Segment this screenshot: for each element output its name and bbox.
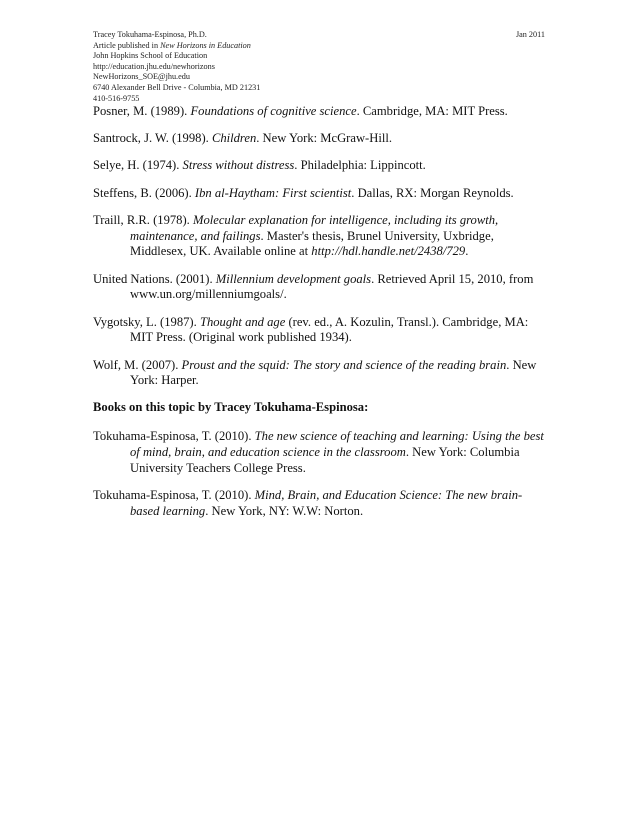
book-publisher: . New York, NY: W.W: Norton.: [205, 503, 364, 518]
book-authors: Tokuhama-Espinosa, T. (2010).: [93, 429, 255, 444]
ref-authors: Selye, H. (1974).: [93, 158, 183, 173]
ref-title: Children: [211, 131, 257, 146]
book-entry: [93, 488, 545, 520]
header-journal: New Horizons in Education: [160, 40, 251, 50]
ref-publisher: . Dallas, RX: Morgan Reynolds.: [351, 185, 514, 200]
book-publisher: . New York: Columbia University Teachers College Press.: [130, 445, 520, 475]
ref-authors: Traill, R.R. (1978).: [93, 212, 193, 227]
ref-authors: Santrock, J. W. (1998).: [93, 131, 212, 146]
book-entry: [93, 429, 545, 476]
ref-publisher: . Retrieved April 15, 2010, from www.un.org/millenniumgoals/.: [130, 271, 534, 302]
ref-publisher: . Master's thesis, Brunel University, Uxbridge, Middlesex, UK. Available online at: [130, 228, 494, 259]
reference-entry: [93, 315, 545, 347]
ref-title: Stress without distress: [182, 158, 295, 173]
ref-authors: United Nations. (2001).: [93, 271, 216, 286]
ref-publisher: . Cambridge, MA: MIT Press.: [356, 104, 508, 118]
reference-list: [93, 104, 545, 531]
book-title: Mind, Brain, and Education Science: The new brain-based learning: [130, 488, 523, 518]
ref-title: Foundations of cognitive science: [190, 104, 357, 118]
ref-authors: Wolf, M. (2007).: [93, 357, 182, 372]
ref-authors: Posner, M. (1989).: [93, 104, 191, 118]
reference-entry: [93, 104, 545, 120]
book-title: The new science of teaching and learning: Using the best of mind, brain, and education science in the classroom: [130, 429, 544, 460]
ref-title: Millennium development goals: [215, 271, 372, 286]
reference-entry: [93, 131, 545, 147]
header-date: Jan 2011: [515, 30, 545, 39]
ref-end: .: [465, 244, 469, 259]
ref-publisher: . Philadelphia: Lippincott.: [294, 158, 426, 173]
header-url: http://education.jhu.edu/newhorizons: [93, 61, 215, 71]
page-header: [93, 30, 545, 104]
reference-entry: [93, 213, 545, 260]
reference-entry: [93, 158, 545, 174]
ref-title: Proust and the squid: The story and science of the reading brain: [181, 357, 507, 372]
ref-link[interactable]: http://hdl.handle.net/2438/729: [311, 244, 466, 259]
header-published: [93, 41, 545, 52]
header-published-prefix: Article published in: [93, 40, 161, 50]
header-phone: 410-516-9755: [93, 93, 140, 103]
ref-publisher: (rev. ed., A. Kozulin, Transl.). Cambridge, MA: MIT Press. (Original work published 1934).: [130, 314, 529, 345]
ref-publisher: . New York: McGraw-Hill.: [256, 131, 392, 146]
ref-authors: Steffens, B. (2006).: [93, 185, 195, 200]
ref-title: Thought and age: [199, 314, 286, 329]
reference-entry: [93, 272, 545, 304]
reference-entry: [93, 186, 545, 202]
ref-title: Ibn al-Haytham: First scientist: [194, 185, 352, 200]
header-email: NewHorizons_SOE@jhu.edu: [93, 72, 190, 82]
books-heading: Books on this topic by Tracey Tokuhama-Espinosa:: [93, 400, 369, 415]
header-school: John Hopkins School of Education: [93, 51, 208, 61]
reference-entry: [93, 358, 545, 390]
header-address: 6740 Alexander Bell Drive - Columbia, MD 21231: [93, 82, 261, 92]
ref-authors: Vygotsky, L. (1987).: [93, 314, 200, 329]
ref-title: Molecular explanation for intelligence, including its growth, maintenance, and failings: [130, 212, 499, 243]
book-authors: Tokuhama-Espinosa, T. (2010).: [93, 488, 255, 503]
ref-publisher: . New York: Harper.: [130, 357, 537, 388]
header-author: Tracey Tokuhama-Espinosa, Ph.D.: [93, 30, 207, 39]
